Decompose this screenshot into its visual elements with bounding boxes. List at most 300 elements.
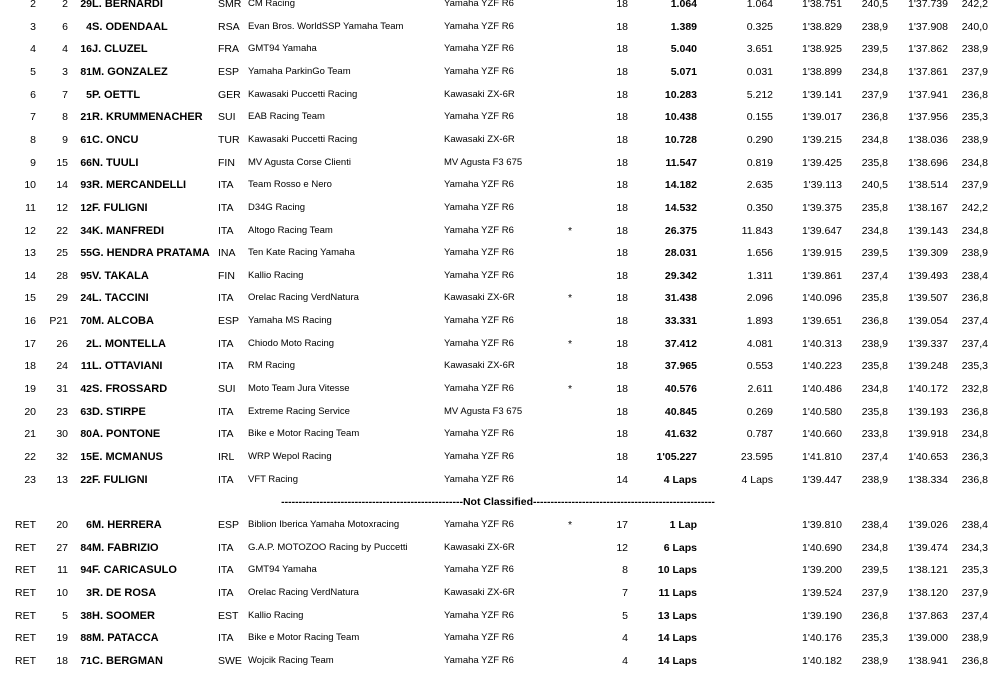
laps-completed: 18 bbox=[616, 20, 628, 33]
result-row bbox=[0, 378, 996, 400]
gap-to-leader: 37.412 bbox=[664, 337, 697, 350]
gap-to-previous: 0.819 bbox=[746, 156, 773, 169]
result-row bbox=[0, 106, 996, 128]
bike-model: Yamaha YZF R6 bbox=[444, 247, 514, 259]
bike-model: Yamaha YZF R6 bbox=[444, 315, 514, 327]
grid-position: 5 bbox=[62, 609, 68, 622]
best-lap-speed: 237,9 bbox=[861, 586, 888, 599]
result-row bbox=[0, 446, 996, 468]
rider-number: 38 bbox=[80, 609, 92, 622]
bike-model: Yamaha YZF R6 bbox=[444, 632, 514, 644]
rider-name: C. BERGMAN bbox=[92, 654, 163, 667]
ideal-lap-time: 1'39.474 bbox=[908, 541, 948, 554]
gap-to-leader: 1'05.227 bbox=[656, 451, 697, 463]
grid-position: 18 bbox=[56, 654, 68, 667]
gap-to-previous: 1.893 bbox=[746, 315, 773, 328]
gap-to-previous: 1.064 bbox=[746, 0, 773, 10]
best-lap-time: 1'39.861 bbox=[802, 269, 842, 282]
rider-name: R. KRUMMENACHER bbox=[92, 111, 203, 124]
position: 19 bbox=[24, 383, 36, 396]
rider-name: R. MERCANDELLI bbox=[92, 179, 187, 192]
team-name: Biblion Iberica Yamaha Motoxracing bbox=[248, 518, 400, 530]
best-lap-time: 1'40.690 bbox=[802, 541, 842, 554]
grid-position: 23 bbox=[56, 405, 68, 418]
result-row bbox=[0, 310, 996, 332]
rider-number: 15 bbox=[80, 451, 92, 463]
team-name: D34G Racing bbox=[248, 201, 306, 213]
best-lap-time: 1'39.113 bbox=[802, 179, 842, 192]
rookie-marker: * bbox=[567, 224, 573, 237]
nationality: GER bbox=[218, 88, 241, 101]
ideal-lap-time: 1'39.143 bbox=[908, 224, 948, 237]
grid-position: 28 bbox=[56, 269, 68, 282]
position: 12 bbox=[24, 224, 36, 237]
ideal-lap-time: 1'39.248 bbox=[908, 360, 948, 373]
rider-name: N. TUULI bbox=[92, 156, 139, 169]
position: 2 bbox=[30, 0, 36, 10]
ideal-lap-time: 1'39.337 bbox=[908, 337, 948, 350]
result-row bbox=[0, 650, 996, 672]
bike-model: Kawasaki ZX-6R bbox=[444, 541, 515, 553]
bike-model: Yamaha YZF R6 bbox=[444, 518, 514, 530]
rider-name: K. MANFREDI bbox=[92, 224, 165, 237]
gap-to-leader: 29.342 bbox=[664, 269, 697, 282]
laps-completed: 18 bbox=[616, 428, 628, 441]
best-lap-speed: 239,5 bbox=[861, 564, 888, 577]
top-speed: 234,3 bbox=[961, 541, 988, 554]
result-row bbox=[0, 423, 996, 445]
ideal-lap-time: 1'38.941 bbox=[908, 654, 948, 667]
team-name: VFT Racing bbox=[248, 473, 298, 485]
result-row bbox=[0, 537, 996, 559]
top-speed: 237,9 bbox=[961, 586, 988, 599]
nationality: ITA bbox=[218, 473, 234, 486]
nationality: SUI bbox=[218, 383, 236, 396]
rider-name: L. TACCINI bbox=[92, 292, 149, 305]
ideal-lap-time: 1'40.172 bbox=[908, 383, 948, 396]
result-row bbox=[0, 559, 996, 581]
rider-number: 11 bbox=[80, 360, 92, 373]
team-name: Wojcik Racing Team bbox=[248, 654, 334, 666]
best-lap-time: 1'38.751 bbox=[802, 0, 842, 10]
position: 13 bbox=[24, 247, 36, 260]
grid-position: 32 bbox=[56, 451, 68, 463]
best-lap-time: 1'40.660 bbox=[802, 428, 842, 441]
nationality: ITA bbox=[218, 405, 234, 418]
nationality: SUI bbox=[218, 111, 236, 124]
gap-to-previous: 0.031 bbox=[746, 65, 773, 78]
gap-to-leader: 40.576 bbox=[664, 383, 697, 396]
grid-position: 12 bbox=[56, 201, 68, 214]
best-lap-speed: 239,5 bbox=[861, 43, 888, 56]
result-row bbox=[0, 220, 996, 242]
position: 20 bbox=[24, 405, 36, 418]
ideal-lap-time: 1'38.121 bbox=[908, 564, 948, 577]
rider-name: D. STIRPE bbox=[92, 405, 146, 418]
laps-completed: 18 bbox=[616, 111, 628, 124]
nationality: FIN bbox=[218, 269, 235, 282]
laps-completed: 18 bbox=[616, 247, 628, 260]
gap-to-leader: 14 Laps bbox=[657, 654, 697, 667]
gap-to-leader: 10.728 bbox=[664, 133, 697, 146]
result-row bbox=[0, 152, 996, 174]
best-lap-time: 1'40.223 bbox=[802, 360, 842, 373]
position: RET bbox=[15, 654, 36, 667]
ideal-lap-time: 1'39.000 bbox=[908, 632, 948, 645]
rider-name: P. OETTL bbox=[92, 88, 141, 101]
rider-name: M. ALCOBA bbox=[92, 315, 154, 328]
top-speed: 238,9 bbox=[961, 632, 988, 645]
ideal-lap-time: 1'37.739 bbox=[908, 0, 948, 10]
position: RET bbox=[15, 609, 36, 622]
gap-to-leader: 11 Laps bbox=[658, 586, 697, 599]
position: RET bbox=[15, 518, 36, 531]
best-lap-time: 1'39.810 bbox=[802, 518, 842, 531]
top-speed: 235,3 bbox=[961, 111, 988, 124]
team-name: CM Racing bbox=[248, 0, 295, 9]
result-row bbox=[0, 16, 996, 38]
laps-completed: 18 bbox=[616, 0, 628, 10]
rider-number: 61 bbox=[80, 133, 92, 146]
laps-completed: 18 bbox=[616, 360, 628, 373]
best-lap-speed: 234,8 bbox=[861, 541, 888, 554]
position: 4 bbox=[30, 43, 36, 56]
nationality: ITA bbox=[218, 632, 234, 645]
bike-model: Yamaha YZF R6 bbox=[444, 428, 514, 440]
top-speed: 234,8 bbox=[961, 428, 988, 441]
best-lap-time: 1'39.200 bbox=[802, 564, 842, 577]
rider-name: H. SOOMER bbox=[92, 609, 155, 622]
bike-model: Yamaha YZF R6 bbox=[444, 43, 514, 55]
ideal-lap-time: 1'38.036 bbox=[908, 133, 948, 146]
best-lap-time: 1'39.425 bbox=[802, 156, 842, 169]
best-lap-time: 1'39.190 bbox=[802, 609, 842, 622]
grid-position: 7 bbox=[62, 88, 68, 101]
best-lap-time: 1'39.215 bbox=[802, 133, 842, 146]
result-row bbox=[0, 469, 996, 491]
rider-name: S. FROSSARD bbox=[92, 383, 168, 396]
best-lap-time: 1'40.580 bbox=[802, 405, 842, 418]
best-lap-speed: 236,8 bbox=[861, 315, 888, 328]
grid-position: 6 bbox=[62, 20, 68, 33]
best-lap-speed: 238,4 bbox=[861, 518, 888, 531]
gap-to-leader: 14.532 bbox=[664, 201, 697, 214]
nationality: TUR bbox=[218, 133, 240, 146]
team-name: Orelac Racing VerdNatura bbox=[248, 292, 359, 304]
laps-completed: 18 bbox=[616, 224, 628, 237]
ideal-lap-time: 1'40.653 bbox=[908, 451, 948, 463]
bike-model: Yamaha YZF R6 bbox=[444, 451, 514, 462]
top-speed: 236,3 bbox=[961, 451, 988, 463]
gap-to-previous: 2.635 bbox=[746, 179, 773, 192]
laps-completed: 8 bbox=[622, 564, 628, 577]
result-row bbox=[0, 582, 996, 604]
grid-position: P21 bbox=[49, 315, 68, 328]
nationality: IRL bbox=[218, 451, 235, 463]
laps-completed: 4 bbox=[622, 654, 628, 667]
laps-completed: 18 bbox=[616, 292, 628, 305]
position: 16 bbox=[24, 315, 36, 328]
not-classified-separator: ----------------------------------------------------Not Classified---------------------------------------------------- bbox=[281, 496, 715, 509]
best-lap-time: 1'38.829 bbox=[802, 20, 842, 33]
rider-number: 71 bbox=[80, 654, 92, 667]
bike-model: Yamaha YZF R6 bbox=[444, 383, 514, 395]
best-lap-speed: 238,9 bbox=[861, 473, 888, 486]
rider-number: 29 bbox=[80, 0, 92, 10]
team-name: Chiodo Moto Racing bbox=[248, 337, 335, 349]
rider-number: 22 bbox=[80, 473, 92, 486]
best-lap-time: 1'39.375 bbox=[802, 201, 842, 214]
bike-model: Yamaha YZF R6 bbox=[444, 654, 514, 666]
grid-position: 14 bbox=[56, 179, 68, 192]
best-lap-speed: 234,8 bbox=[861, 65, 888, 78]
laps-completed: 12 bbox=[616, 541, 628, 554]
ideal-lap-time: 1'38.514 bbox=[908, 179, 948, 192]
team-name: WRP Wepol Racing bbox=[248, 451, 332, 462]
nationality: SWE bbox=[218, 654, 242, 667]
grid-position: 19 bbox=[56, 632, 68, 645]
gap-to-previous: 1.656 bbox=[746, 247, 773, 260]
grid-position: 3 bbox=[62, 65, 68, 78]
laps-completed: 18 bbox=[616, 156, 628, 169]
rider-name: M. PATACCA bbox=[92, 632, 159, 645]
gap-to-previous: 2.611 bbox=[747, 383, 773, 396]
ideal-lap-time: 1'39.493 bbox=[908, 269, 948, 282]
result-row bbox=[0, 265, 996, 287]
grid-position: 24 bbox=[56, 360, 68, 373]
gap-to-leader: 40.845 bbox=[664, 405, 697, 418]
position: 23 bbox=[24, 473, 36, 486]
gap-to-previous: 5.212 bbox=[746, 88, 773, 101]
result-row bbox=[0, 61, 996, 83]
grid-position: 11 bbox=[57, 564, 68, 577]
ideal-lap-time: 1'39.193 bbox=[908, 405, 948, 418]
nationality: SMR bbox=[218, 0, 242, 10]
rider-number: 94 bbox=[80, 564, 92, 577]
nationality: ITA bbox=[218, 179, 234, 192]
position: 8 bbox=[30, 133, 36, 146]
ideal-lap-time: 1'38.120 bbox=[908, 586, 948, 599]
rider-number: 42 bbox=[80, 383, 92, 396]
best-lap-speed: 234,8 bbox=[861, 133, 888, 146]
grid-position: 25 bbox=[56, 247, 68, 260]
best-lap-speed: 239,5 bbox=[861, 247, 888, 260]
bike-model: Yamaha YZF R6 bbox=[444, 564, 514, 576]
result-row bbox=[0, 514, 996, 536]
nationality: ITA bbox=[218, 541, 234, 554]
position: RET bbox=[15, 632, 36, 645]
best-lap-speed: 234,8 bbox=[861, 383, 888, 396]
rider-number: 12 bbox=[80, 201, 92, 214]
position: 7 bbox=[30, 111, 36, 124]
gap-to-leader: 1 Lap bbox=[669, 518, 697, 531]
top-speed: 234,8 bbox=[961, 156, 988, 169]
laps-completed: 18 bbox=[616, 451, 628, 463]
best-lap-speed: 235,8 bbox=[861, 156, 888, 169]
gap-to-previous: 11.843 bbox=[741, 224, 773, 237]
bike-model: Yamaha YZF R6 bbox=[444, 609, 514, 621]
grid-position: 8 bbox=[62, 111, 68, 124]
laps-completed: 18 bbox=[616, 133, 628, 146]
rider-name: F. FULIGNI bbox=[92, 473, 148, 486]
position: 10 bbox=[24, 179, 36, 192]
grid-position: 26 bbox=[56, 337, 68, 350]
best-lap-time: 1'38.899 bbox=[802, 65, 842, 78]
bike-model: Yamaha YZF R6 bbox=[444, 20, 514, 32]
result-row bbox=[0, 84, 996, 106]
grid-position: 30 bbox=[56, 428, 68, 441]
gap-to-leader: 10.438 bbox=[664, 111, 697, 124]
result-row bbox=[0, 197, 996, 219]
best-lap-speed: 235,8 bbox=[861, 360, 888, 373]
gap-to-leader: 14 Laps bbox=[657, 632, 697, 645]
ideal-lap-time: 1'39.309 bbox=[908, 247, 948, 260]
top-speed: 237,9 bbox=[961, 179, 988, 192]
best-lap-time: 1'38.925 bbox=[802, 43, 842, 56]
best-lap-time: 1'41.810 bbox=[802, 451, 842, 463]
rider-name: E. MCMANUS bbox=[92, 451, 163, 463]
grid-position: 2 bbox=[62, 0, 68, 10]
nationality: ITA bbox=[218, 586, 234, 599]
position: RET bbox=[15, 586, 36, 599]
best-lap-speed: 236,8 bbox=[861, 609, 888, 622]
gap-to-leader: 6 Laps bbox=[663, 541, 697, 554]
team-name: Kawasaki Puccetti Racing bbox=[248, 133, 358, 145]
best-lap-speed: 238,9 bbox=[861, 337, 888, 350]
rider-number: 66 bbox=[80, 156, 92, 169]
result-row bbox=[0, 242, 996, 264]
team-name: Bike e Motor Racing Team bbox=[248, 632, 360, 644]
gap-to-previous: 0.269 bbox=[746, 405, 773, 418]
top-speed: 240,0 bbox=[961, 20, 988, 33]
gap-to-leader: 31.438 bbox=[664, 292, 697, 305]
laps-completed: 18 bbox=[616, 337, 628, 350]
team-name: Altogo Racing Team bbox=[248, 224, 333, 236]
top-speed: 236,8 bbox=[961, 88, 988, 101]
position: 5 bbox=[30, 65, 36, 78]
top-speed: 242,2 bbox=[961, 0, 988, 10]
best-lap-speed: 233,8 bbox=[861, 428, 888, 441]
top-speed: 235,3 bbox=[961, 360, 988, 373]
result-row bbox=[0, 38, 996, 60]
gap-to-previous: 0.553 bbox=[746, 360, 773, 373]
nationality: RSA bbox=[218, 20, 240, 33]
gap-to-leader: 11.547 bbox=[665, 156, 697, 169]
rider-name: M. FABRIZIO bbox=[92, 541, 159, 554]
best-lap-speed: 235,3 bbox=[861, 632, 888, 645]
position: 11 bbox=[25, 201, 36, 214]
bike-model: Yamaha YZF R6 bbox=[444, 269, 514, 281]
best-lap-time: 1'40.096 bbox=[802, 292, 842, 305]
gap-to-leader: 4 Laps bbox=[663, 473, 697, 486]
best-lap-speed: 235,8 bbox=[861, 292, 888, 305]
laps-completed: 18 bbox=[616, 201, 628, 214]
laps-completed: 18 bbox=[616, 315, 628, 328]
position: 21 bbox=[24, 428, 36, 441]
grid-position: 9 bbox=[62, 133, 68, 146]
nationality: ITA bbox=[218, 201, 234, 214]
laps-completed: 18 bbox=[616, 179, 628, 192]
ideal-lap-time: 1'37.862 bbox=[908, 43, 948, 56]
rider-name: M. HERRERA bbox=[92, 518, 162, 531]
rider-name: J. CLUZEL bbox=[92, 43, 148, 56]
grid-position: 20 bbox=[56, 518, 68, 531]
grid-position: 31 bbox=[56, 383, 68, 396]
ideal-lap-time: 1'37.861 bbox=[908, 65, 948, 78]
rookie-marker: * bbox=[567, 518, 573, 531]
rider-number: 63 bbox=[80, 405, 92, 418]
best-lap-time: 1'40.313 bbox=[802, 337, 842, 350]
gap-to-previous: 0.787 bbox=[746, 428, 773, 441]
grid-position: 29 bbox=[56, 292, 68, 305]
best-lap-time: 1'40.486 bbox=[802, 383, 842, 396]
gap-to-leader: 1.064 bbox=[670, 0, 697, 10]
rider-number: 84 bbox=[80, 541, 92, 554]
bike-model: MV Agusta F3 675 bbox=[444, 405, 523, 417]
rider-name: M. GONZALEZ bbox=[92, 65, 168, 78]
laps-completed: 18 bbox=[616, 405, 628, 418]
rider-name: R. DE ROSA bbox=[92, 586, 157, 599]
rider-name: A. PONTONE bbox=[92, 428, 161, 441]
bike-model: MV Agusta F3 675 bbox=[444, 156, 523, 168]
top-speed: 232,8 bbox=[961, 383, 988, 396]
gap-to-previous: 2.096 bbox=[746, 292, 773, 305]
team-name: Kawasaki Puccetti Racing bbox=[248, 88, 358, 100]
top-speed: 236,8 bbox=[961, 292, 988, 305]
result-row bbox=[0, 627, 996, 649]
position: 6 bbox=[30, 88, 36, 101]
best-lap-speed: 240,5 bbox=[861, 0, 888, 10]
best-lap-speed: 235,8 bbox=[861, 201, 888, 214]
best-lap-time: 1'40.182 bbox=[802, 654, 842, 667]
team-name: Moto Team Jura Vitesse bbox=[248, 383, 350, 395]
laps-completed: 18 bbox=[616, 65, 628, 78]
gap-to-leader: 10 Laps bbox=[657, 564, 697, 577]
nationality: INA bbox=[218, 247, 236, 260]
best-lap-speed: 235,8 bbox=[861, 405, 888, 418]
gap-to-leader: 33.331 bbox=[664, 315, 697, 328]
top-speed: 234,8 bbox=[961, 224, 988, 237]
gap-to-leader: 13 Laps bbox=[657, 609, 697, 622]
ideal-lap-time: 1'37.956 bbox=[908, 111, 948, 124]
top-speed: 235,3 bbox=[961, 564, 988, 577]
grid-position: 22 bbox=[56, 224, 68, 237]
bike-model: Yamaha YZF R6 bbox=[444, 473, 514, 485]
grid-position: 27 bbox=[56, 541, 68, 554]
gap-to-previous: 23.595 bbox=[740, 451, 773, 463]
top-speed: 236,8 bbox=[961, 473, 988, 486]
gap-to-previous: 3.651 bbox=[746, 43, 773, 56]
nationality: ESP bbox=[218, 518, 240, 531]
ideal-lap-time: 1'39.918 bbox=[908, 428, 948, 441]
gap-to-leader: 5.071 bbox=[670, 65, 697, 78]
result-row bbox=[0, 129, 996, 151]
ideal-lap-time: 1'38.334 bbox=[908, 473, 948, 486]
laps-completed: 18 bbox=[616, 383, 628, 396]
result-row bbox=[0, 605, 996, 627]
bike-model: Kawasaki ZX-6R bbox=[444, 88, 515, 100]
rider-name: V. TAKALA bbox=[92, 269, 149, 282]
team-name: Kallio Racing bbox=[248, 269, 304, 281]
position: 22 bbox=[24, 451, 36, 463]
team-name: Orelac Racing VerdNatura bbox=[248, 586, 359, 598]
best-lap-speed: 237,4 bbox=[861, 451, 888, 463]
gap-to-leader: 14.182 bbox=[664, 179, 697, 192]
rider-number: 93 bbox=[80, 179, 92, 192]
top-speed: 238,9 bbox=[961, 247, 988, 260]
best-lap-speed: 237,4 bbox=[861, 269, 888, 282]
laps-completed: 18 bbox=[616, 269, 628, 282]
